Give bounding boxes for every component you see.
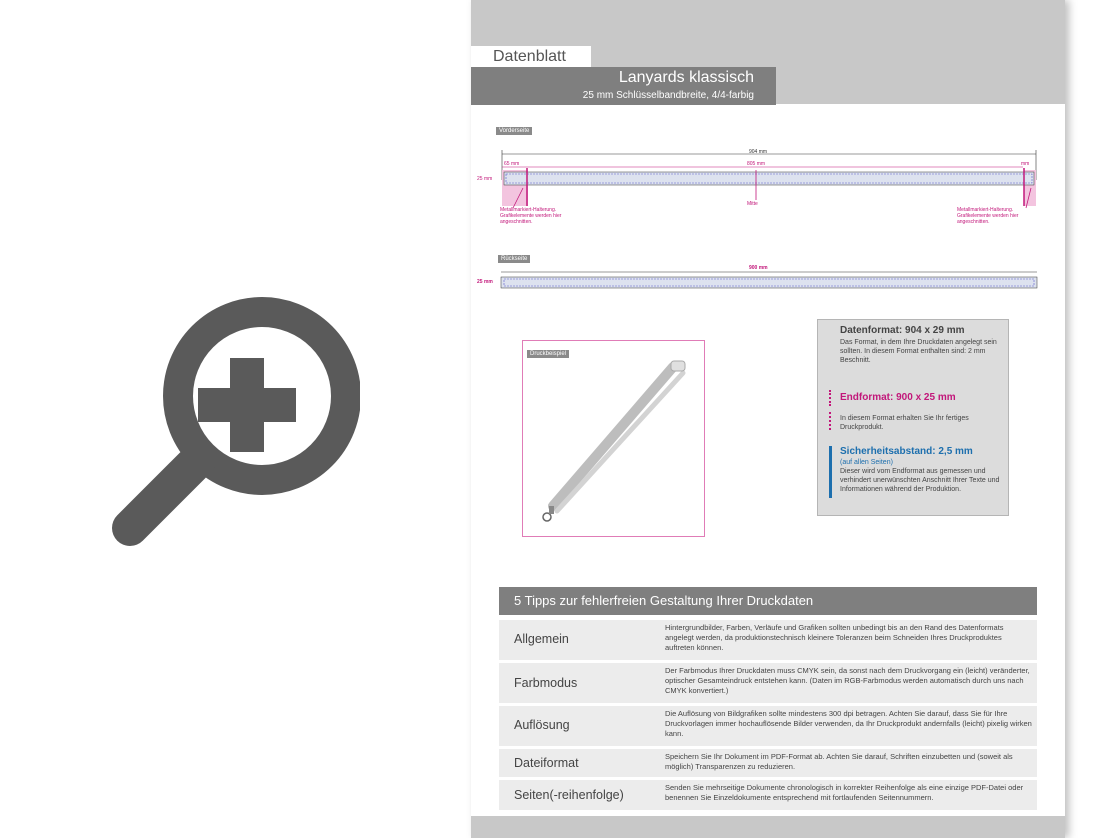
back-height: 25 mm [477,279,493,285]
sicherheit-sub: (auf allen Seiten) [840,459,893,466]
back-label: Rückseite [498,255,530,263]
sicherheit-marker [829,446,832,498]
title-bar [471,67,776,105]
dim-total: 904 mm [749,149,768,155]
tip-text: Der Farbmodus Ihrer Druckdaten muss CMYK sein, da sonst nach dem Druckvorgang ein (leicht) veränderter, optischer Gesamteindruck entstehen kann. (Daten im RGB-Farbmodus werden automatisch durch uns nach CMYK konvertiert.) [665,666,1030,695]
tip-label: Seiten(-reihenfolge) [514,788,624,802]
print-preview [522,340,705,537]
endformat-marker-2 [829,412,833,430]
page-footer-band [471,816,1065,838]
front-label: Vorderseite [496,127,532,135]
dim-middle: 805 mm [747,161,766,167]
tip-label: Farbmodus [514,676,578,690]
endformat-title: Endformat: 900 x 25 mm [840,392,956,403]
datenformat-text: Das Format, in dem Ihre Druckdaten angelegt sein sollten. In diesem Format enthalten sind: 2 mm Beschnitt. [840,339,997,364]
tip-row [499,749,1037,777]
dim-left: 65 mm [504,161,520,167]
tip-text: Senden Sie mehrseitige Dokumente chronologisch in korrekter Reihenfolge als eine einzige PDF-Datei oder benennen Sie Einzeldokumente entsprechend mit fortlaufenden Seitennummern. [665,783,1024,802]
endformat-marker [829,390,833,406]
zoom-in-icon[interactable] [100,288,360,548]
dim-right: mm [1021,161,1030,167]
page-subtitle: 25 mm Schlüsselbandbreite, 4/4-farbig [582,90,754,101]
tip-label: Dateiformat [514,756,579,770]
tip-row [499,663,1037,703]
sicherheit-text: Dieser wird vom Endformat aus gemessen und verhindert unerwünschten Anschnitt Ihrer Texte und Informationen während der Produktion. [840,468,1000,493]
tip-text: Hintergrundbilder, Farben, Verläufe und Grafiken sollten unbedingt bis an den Rand des Datenformats angelegt werden, da produktionstechnisch kleinere Toleranzen beim Schneiden Ihres Druckproduktes auftreten können. [665,623,1004,652]
format-info-box [817,319,1009,516]
datenformat-title: Datenformat: 904 x 29 mm [840,325,965,336]
tip-label: Auflösung [514,718,570,732]
tip-row [499,620,1037,660]
datasheet-tag: Datenblatt [471,46,591,67]
back-total: 900 mm [749,265,768,271]
tip-text: Speichern Sie Ihr Dokument im PDF-Format ab. Achten Sie darauf, Schriften einzubetten und (soweit als möglich) Transparenzen zu reduzieren. [665,752,1013,771]
dim-height: 25 mm [477,176,493,182]
endformat-text: In diesem Format erhalten Sie Ihr fertiges Druckprodukt. [840,415,969,431]
tip-label: Allgemein [514,632,569,646]
tips-heading: 5 Tipps zur fehlerfreien Gestaltung Ihrer Druckdaten [499,587,1037,615]
note-left: Metallmarkiert-Halterung. Grafikelemente werden hier angeschnitten. [500,207,562,225]
tip-text: Die Auflösung von Bildgrafiken sollte mindestens 300 dpi betragen. Achten Sie darauf, dass Sie für Ihre Druckvorlagen immer hochauflösende Bilder verwenden, da Ihr Druckprodukt andernfalls (leicht) pixelig wirken kann. [665,709,1032,738]
note-right: Metallmarkiert-Halterung. Grafikelemente werden hier angeschnitten. [957,207,1019,225]
datasheet-page [471,0,1065,838]
page-title: Lanyards klassisch [618,69,754,86]
lanyard-illustration [523,341,706,538]
sicherheit-title: Sicherheitsabstand: 2,5 mm [840,446,973,457]
tip-row [499,706,1037,746]
preview-label: Druckbeispiel [527,350,569,358]
tip-row [499,780,1037,810]
center-label: Mitte [747,201,758,207]
back-diagram [471,264,1065,294]
